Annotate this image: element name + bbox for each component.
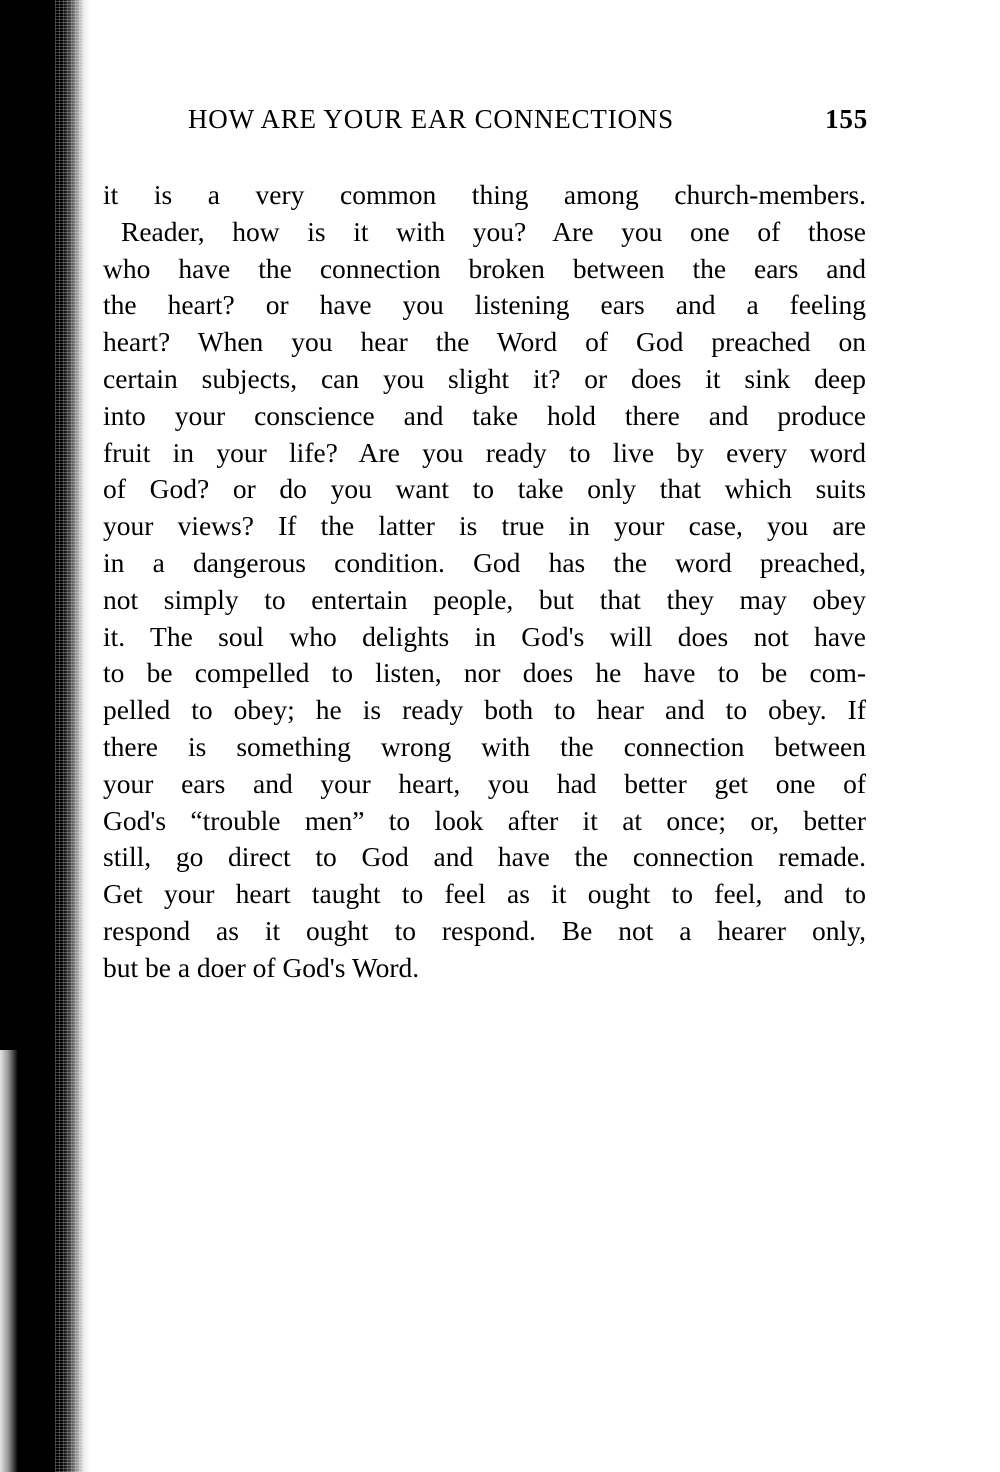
text-line: not simply to entertain people, but that they may obey xyxy=(103,583,866,615)
text-line: still, go direct to God and have the connection remade. xyxy=(103,841,866,873)
binding-edge-lower xyxy=(0,1050,90,1472)
text-line: it is a very common thing among church-members. xyxy=(103,179,866,210)
text-line: your views? If the latter is true in your case, you are xyxy=(103,510,866,542)
page-header xyxy=(188,104,868,144)
body-text xyxy=(103,177,866,987)
text-line: Reader, how is it with you? Are you one of those xyxy=(121,215,866,247)
text-line: heart? When you hear the Word of God preached on xyxy=(103,326,866,358)
text-line: of God? or do you want to take only that which suits xyxy=(103,473,866,505)
text-line: your ears and your heart, you had better get one of xyxy=(103,767,866,799)
text-line: there is something wrong with the connection between xyxy=(103,730,866,762)
text-line: in a dangerous condition. God has the word preached, xyxy=(103,546,866,578)
text-line: but be a doer of God's Word. xyxy=(103,951,420,983)
text-line: Get your heart taught to feel as it ought to feel, and to xyxy=(103,878,866,910)
running-head: HOW ARE YOUR EAR CONNECTIONS xyxy=(188,104,674,134)
text-line: who have the connection broken between the ears and xyxy=(103,252,866,284)
text-line: into your conscience and take hold there and produce xyxy=(103,399,866,431)
text-line: God's “trouble men” to look after it at once; or, better xyxy=(103,804,866,836)
text-line: the heart? or have you listening ears and a feeling xyxy=(103,289,866,321)
text-line: respond as it ought to respond. Be not a hearer only, xyxy=(103,914,866,946)
page-number: 155 xyxy=(825,104,868,134)
text-line: to be compelled to listen, nor does he have to be com- xyxy=(103,657,866,689)
text-line: fruit in your life? Are you ready to live by every word xyxy=(103,436,866,468)
text-line: pelled to obey; he is ready both to hear and to obey. If xyxy=(103,694,866,726)
text-line: certain subjects, can you slight it? or does it sink deep xyxy=(103,362,866,394)
text-line: it. The soul who delights in God's will does not have xyxy=(103,620,866,652)
